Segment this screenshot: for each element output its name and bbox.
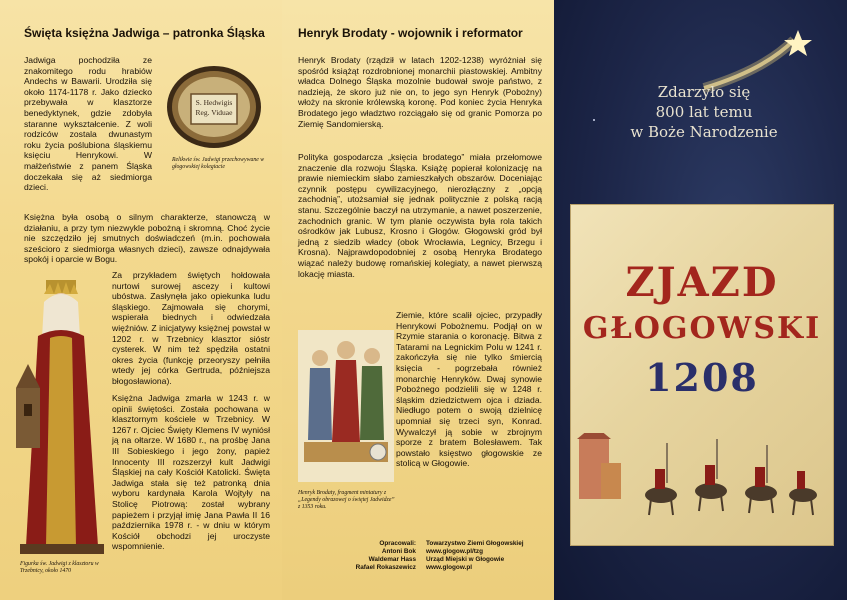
- org-name: Urząd Miejski w Głogowie: [426, 556, 505, 563]
- org-block: [426, 540, 552, 572]
- relic-label: S. Hedwigis Reg. Viduae: [195, 98, 233, 117]
- miniature-caption: Henryk Brodaty, fragment miniatury z „Legendy obrazowej o świętej Jadwidze” z 1353 roku.: [298, 490, 395, 510]
- cavalry-illustration: [571, 433, 833, 543]
- jadwiga-text-c: Za przykładem świętych hołdowała nurtowi surowej ascezy i kultowi ubóstwa. Zasłynęła jako opiekunka ludu śląskiego. Zajmowała się chorymi, wspierała biednych i odwiedzała więźniów. Z inicjatywy księżnej powstał w 1202 r. w Trzebnicy klasztor sióstr cysterek. W nim też spędziła ostatni okres życia (funkcję przeoryszy pełniła wtedy jej córka Gertruda, późniejsza błogosławiona).: [112, 270, 270, 386]
- credit-name: Waldemar Hass: [368, 556, 416, 563]
- headline-line: w Boże Narodzenie: [630, 123, 778, 141]
- henryk-text-c: Ziemie, które scalił ojciec, przypadły Henrykowi Pobożnemu. Podjął on w Rzymie starania o koronację. Bitwa z Tatarami na Legnickim Polu w 1241 r. zakończyła się nie tylko śmiercią księcia - pogrzebała również monarchię Henryków. Dwaj synowie Pobożnego podzielili się w 1248 r. śląskim dziedzictwem ojca i dziada. Niedługo potem o swoją dzielnicę upomniał się trzeci syn, Konrad. Wywalczył ją sobie w zbrojnym sporze z bratem Bolesławem. Tak powstało księstwo głogowskie ze stolicą w Głogowie.: [396, 310, 542, 469]
- credit-name: Antoni Bok: [381, 548, 416, 555]
- saint-figure-image: [14, 278, 110, 556]
- org-name: Towarzystwo Ziemi Głogowskiej: [426, 540, 524, 547]
- headline-line: 800 lat temu: [655, 103, 753, 121]
- jadwiga-text-a: Jadwiga pochodziła ze znakomitego rodu hrabiów Andechs w Bawarii. Urodziła się około 1174-1178 r. Jako dziecko przebywała w klasztorze benedyktynek, gdzie zdobyła staranne wykształcenie. Z woli rodziców zostala dwunastym roku życia poślubiona śląskiemu księciu Henrykowi. W małżeństwie z panem Śląska doczekała się aż siedmiorga dzieci.: [24, 55, 152, 193]
- cover-headline: [574, 82, 834, 142]
- title-year: 1208: [645, 355, 759, 400]
- cover-panel: [554, 0, 847, 600]
- org-link: www.glogow.pl/tzg: [426, 548, 484, 555]
- jadwiga-heading: Święta księżna Jadwiga – patronka Śląska: [24, 26, 265, 40]
- title-line-2: GŁOGOWSKI: [582, 311, 822, 346]
- henryk-heading: Henryk Brodaty - wojownik i reformator: [298, 26, 523, 40]
- henryk-text-b: Polityka gospodarcza „księcia brodatego” miała przełomowe znaczenie dla rozwoju Śląska. Książę popierał kolonizację na prawie niemieckim słabo zamieszkałych obszarów. Doceniając czynnik postępu cywilizacyjnego, nierozłączny z „opcją zachodnią”, utożsamiał się jednak politycznie z polską racją stanu. Szczególnie baczył na utrzymanie, a nawet poszerzenie, zachodnich granic. W tym planie oczywista była rola takich ośrodków jak Lubusz, Krosno i Głogów. Głogowski gród był jedną z siedzib władcy (obok Wrocławia, Legnicy, Brzegu i Krosna). Najprawdopodobniej z osobą Henryka Brodatego wiązać należy budowę romańskiej kolegiaty, a nawet pierwszą lokację miasta.: [298, 152, 542, 279]
- headline-line: Zdarzyło się: [657, 83, 751, 101]
- title-line-1: ZJAZD: [625, 259, 779, 306]
- figure-caption: Figurka św. Jadwigi z klasztoru w Trzebnicy, około 1470: [20, 561, 99, 574]
- relic-caption: Relikwie św. Jadwigi przechowywane w głogowskiej kolegiacie: [172, 157, 265, 170]
- credit-name: Rafael Rokaszewicz: [355, 564, 416, 571]
- credits-block: [346, 540, 416, 572]
- jadwiga-text-d: Księżna Jadwiga zmarła w 1243 r. w opinii świętości. Została pochowana w klasztornym kościele w Trzebnicy. W 1267 r. Ojciec Święty Klemens IV wyniósł ją na ołtarze. W 1680 r., na prośbę Jana III Sobieskiego i jego żony, papież Innocenty III rozszerzył kult Jadwigi Śląskiej na cały Kościół Katolicki. Święta Jadwiga stała się też patronką dnia wyboru kardynała Karola Wojtyły na Stolicę Piotrową: został wybrany papieżem i przyjął imię Jana Pawła II 16 października 1978 r. - w dniu w którym Kościół obchodzi jej uroczyste wspomnienie.: [112, 393, 270, 552]
- henryk-text-a: Henryk Brodaty (rządził w latach 1202-1238) wyróżniał się spośród książąt rozdrobnionej monarchii piastowskiej. Ambitny władca Dolnego Śląska mozolnie budował swoje państwo, z nadzieją, że skoro już nie on, to jego syn Henryk (Pobożny) włoży na skronie królewską koronę. Pod koniec życia Henryka Brodatego jego władztwo rozciągało się od granic Pomorza po Ziemię Sandomierską.: [298, 55, 542, 129]
- credits-title: Opracowali:: [379, 540, 416, 547]
- org-link: www.glogow.pl: [426, 564, 473, 571]
- henryk-miniature-image: [298, 330, 394, 482]
- relic-image: [165, 64, 263, 150]
- jadwiga-text-b: Księżna była osobą o silnym charakterze, stanowczą w działaniu, a przy tym niezwykle pobożną i skromną. Choć życie nie szczędziło jej smutnych doświadczeń (m.in. pochowała sześcioro z siedmiorga własnych dzieci), zawsze odnajdywała spokój i oparcie w Bogu.: [24, 212, 270, 265]
- parchment-scroll: [570, 204, 834, 546]
